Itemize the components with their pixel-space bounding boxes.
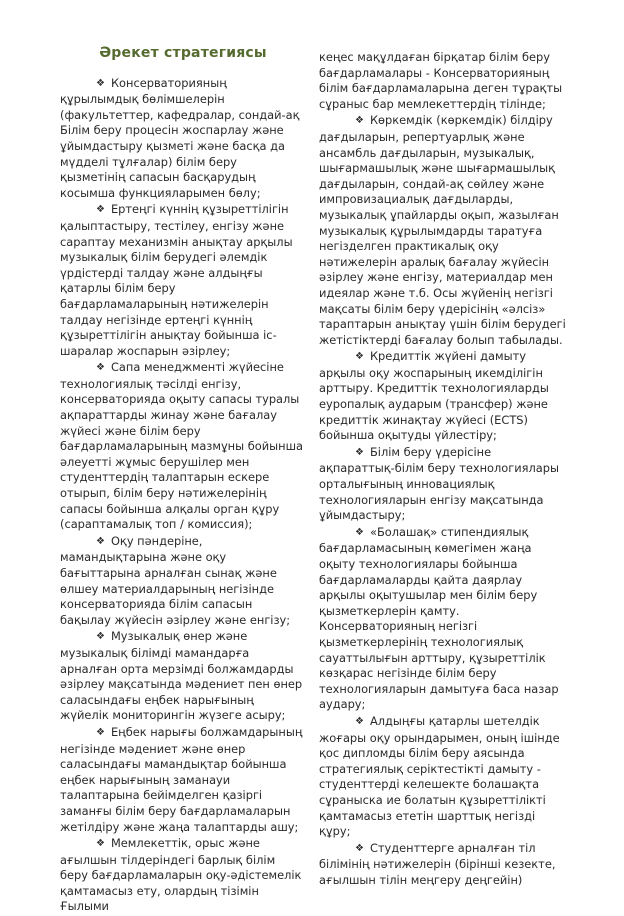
bullet-icon: ❖: [96, 362, 105, 374]
list-item-text: Алдыңғы қатарлы шетелдік жоғары оқу орындарымен, оның ішінде қос дипломды білім беру аясында стратегиялық серіктестікті дамыту - студенттерді келешекте болашақта сұраныска ие болатын құзыреттілікті қамтамасыз ететін шарттық негізді құру;: [319, 713, 560, 839]
bullet-icon: ❖: [96, 838, 105, 850]
list-item: [319, 841, 569, 889]
list-item-text: «Болашақ» стипендиялық бағдарламасының көмегімен жаңа оқыту технологиялары бойынша бағдарламаларды қайта даярлау арқылы оқытушылар мен білім беру қызметкерлерін қамту. Консерваторияның негізгі қызметкерлерінің технологиялық сауаттылығын арттыру, құзыреттілік көзқарас негізінде білім беру технологияларын дамытуға баса назар аудару;: [319, 524, 559, 712]
bullet-icon: ❖: [96, 631, 105, 643]
page-title: Әрекет стратегиясы: [99, 45, 267, 61]
list-item-text: Мемлекеттік, орыс және ағылшын тілдеріндегі барлық білім беру бағдарламаларын оқу-әдістемелік қамтамасыз ету, олардың тізімін Ғылыми: [60, 836, 302, 914]
bullet-icon: ❖: [96, 535, 105, 547]
bullet-icon: ❖: [96, 726, 105, 738]
bullet-icon: ❖: [355, 526, 364, 538]
list-item-text: Студенттерге арналған тіл білімінің нәтижелерін (бірінші кезекте, ағылшын тілін меңгеру деңгейін): [319, 840, 556, 887]
list-item-text: Көркемдік (көркемдік) білдіру дағдыларын, репертуарлық және ансамбль дағдыларын, музыкалық, шығармашылық және шығармашылық дағдыларын, сондай-ақ сөйлеу және импровизациалық дағдыларды, музыкалық ұпайларды оқып, жазылған музыкалық құрылымдарды таратуға негізделген практикалық оқу нәтижелерін аралық бағалау жүйесін әзірлеу және енгізу, материалдар мен идеялар және т.б. Осы жүйенің негізгі мақсаты білім беру үдерісінің «әлсіз» тараптарын анықтау үшін білім берудегі жетістіктерді бағалау болып табылады.: [319, 113, 566, 347]
left-column: [60, 46, 306, 916]
list-item-text: Консерваторияның құрылымдық бөлімшелерін (факультеттер, кафедралар, сондай-ақ Білім беру процесін жоспарлау және ұйымдастыру қызметі және басқа да мүдделі тұлғалар) білім беру қызметінің сапасын басқарудың косымша функцияларымен бөлу;: [60, 75, 300, 200]
bullet-icon: ❖: [96, 77, 105, 89]
list-item: [60, 725, 306, 835]
list-item: [319, 349, 569, 444]
list-item: [60, 202, 306, 359]
list-item: [319, 445, 569, 524]
bullet-icon: ❖: [355, 715, 364, 727]
list-item-text: Ертеңгі күннің құзыреттілігін қалыптастыру, тестілеу, енгізу және сараптау механизмін анықтау арқылы музыкалық білім берудегі әлемдік үрдістерді талдау және алдыңғы қатарлы білім беру бағдарламаларының нәтижелерін талдау негізінде ертеңгі күннің құзыреттілігін анықтау бойынша іс-шаралар жоспарын әзірлеу;: [60, 202, 293, 358]
bullet-icon: ❖: [355, 446, 364, 458]
list-item: [60, 534, 306, 629]
bullet-icon: ❖: [355, 842, 364, 854]
list-item-text: Кредиттік жүйені дамыту арқылы оқу жоспарының икемділігін арттыру. Кредиттік технологияларды еуропалық аударым (трансфер) және кредиттік жинақтау жүйесі (ECTS) бойынша оқытуды үйлестіру;: [319, 349, 549, 443]
bullet-icon: ❖: [355, 351, 364, 363]
list-item: [60, 76, 306, 202]
right-column: [319, 50, 569, 889]
list-item-text: Білім беру үдерісіне ақпараттық-білім беру технологиялары орталығының инновациялық технологияларын енгізу мақсатында ұйымдастыру;: [319, 444, 559, 523]
list-item: [60, 629, 306, 724]
list-item-text: Оқу пәндеріне, мамандықтарына және оқу бағыттарына арналған сынақ және өлшеу материалдарының негізінде консерваторияда білім сапасын бақылау жүйесін әзірлеу және енгізу;: [60, 533, 291, 627]
list-item: [319, 525, 569, 713]
list-item-text: Сапа менеджменті жүйесіне технологиялық тәсілді енгізу, консерваторияда оқыту сапасы туралы ақпараттарды жинау және бағалау жүйесі және білім беру бағдарламаларының мазмұны бойынша әлеуетті жұмыс берушілер мен студенттердің талаптарын ескере отырып, білім беру нәтижелерінің сапасы бойынша алқалы орган құру (сараптамалық топ / комиссия);: [60, 360, 303, 532]
list-item: [60, 360, 306, 533]
bullet-icon: ❖: [355, 115, 364, 127]
list-item: [319, 714, 569, 840]
list-item-continuation: кеңес мақұлдаған бірқатар білім беру бағдарламалары - Консерваторияның білім бағдарламаларына деген тұрақты сұраныс бар мемлекеттердің тілінде;: [319, 50, 563, 111]
list-item: [319, 113, 569, 348]
list-item-text: Еңбек нарығы болжамдарының негізінде мәдениет және өнер саласындағы мамандықтар бойынша еңбек нарығының заманауи талаптарына бейімделген қазіргі заманғы білім беру бағдарламаларын жетілдіру және жаңа талаптарды ашу;: [60, 724, 303, 834]
list-item-text: Музыкалық өнер және музыкалық білімді мамандарға арналған орта мерзімді болжамдарды әзірлеу мақсатында мәдениет пен өнер саласындағы еңбек нарығының жүйелік мониторингін жүзеге асыру;: [60, 629, 303, 723]
bullet-icon: ❖: [96, 204, 105, 216]
list-item: [60, 836, 306, 915]
